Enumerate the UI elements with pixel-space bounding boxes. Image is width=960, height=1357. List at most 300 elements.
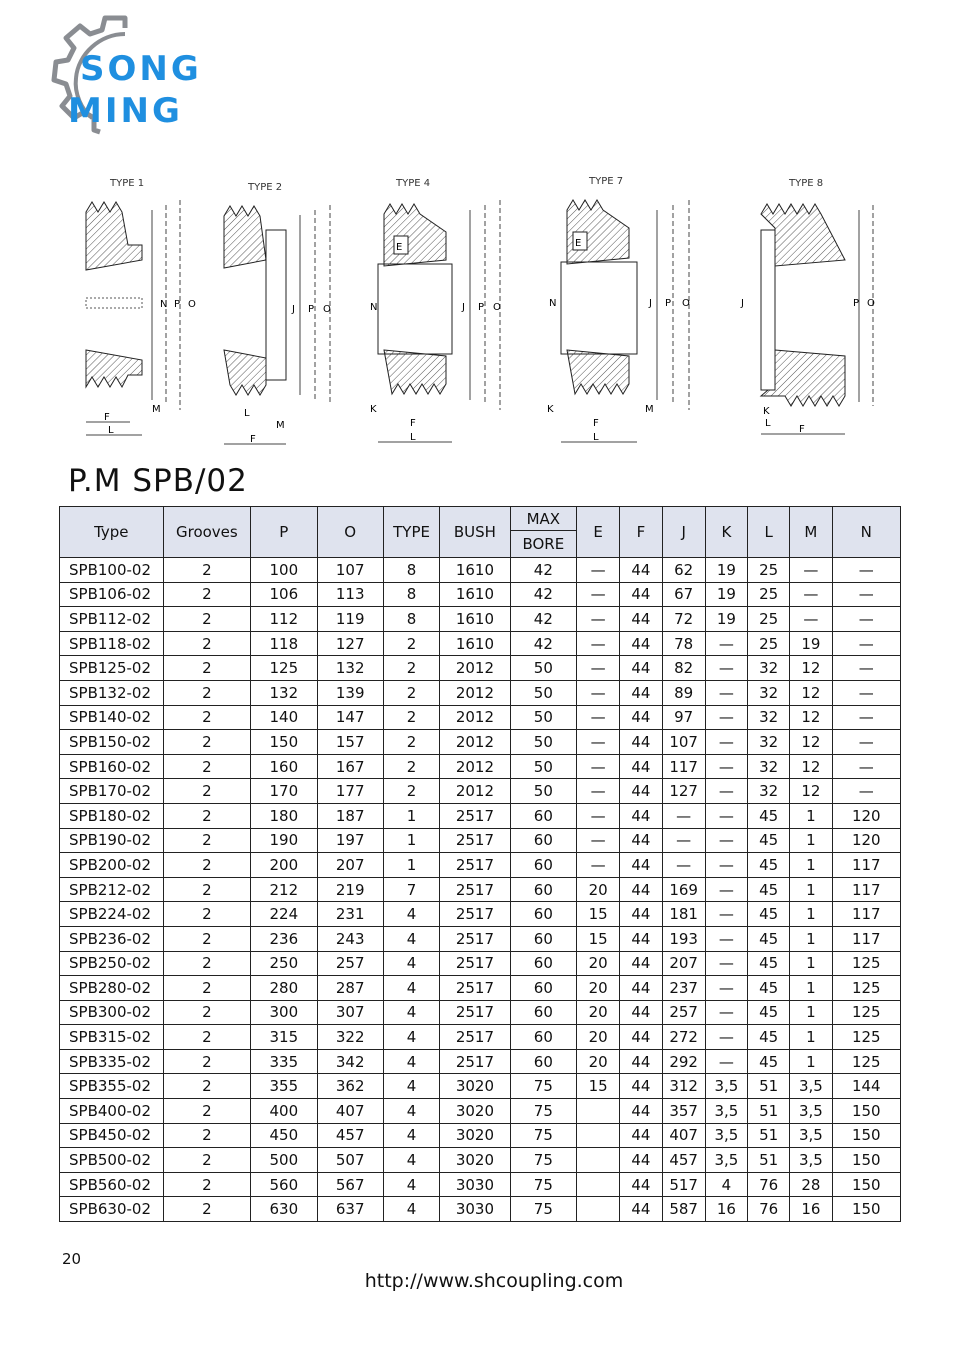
table-cell: — xyxy=(577,730,620,755)
table-cell: 44 xyxy=(620,803,662,828)
table-cell: 76 xyxy=(748,1197,790,1222)
table-cell: 3030 xyxy=(440,1197,510,1222)
table-cell: — xyxy=(705,680,747,705)
table-cell: 44 xyxy=(620,1197,662,1222)
table-cell: 150 xyxy=(832,1148,900,1173)
table-cell: SPB500-02 xyxy=(60,1148,164,1173)
table-cell: 2 xyxy=(163,926,251,951)
table-cell: — xyxy=(832,656,900,681)
footer-url-text[interactable]: http://www.shcoupling.com xyxy=(364,1270,624,1292)
table-cell: — xyxy=(705,926,747,951)
table-cell: 560 xyxy=(251,1172,317,1197)
table-cell: 4 xyxy=(383,1049,439,1074)
table-cell: — xyxy=(577,779,620,804)
table-cell: 2 xyxy=(163,1148,251,1173)
table-cell: — xyxy=(577,680,620,705)
table-cell: 2012 xyxy=(440,705,510,730)
table-cell: 19 xyxy=(705,582,747,607)
table-cell: — xyxy=(577,631,620,656)
table-cell: 1610 xyxy=(440,582,510,607)
table-row xyxy=(60,803,901,828)
table-cell: — xyxy=(705,705,747,730)
table-cell: 342 xyxy=(317,1049,383,1074)
table-cell: 2 xyxy=(163,976,251,1001)
table-cell: 50 xyxy=(510,705,576,730)
header-type: Type xyxy=(60,507,164,558)
pulley-diagrams xyxy=(70,170,900,450)
pulley-drawing xyxy=(220,170,350,450)
dim-label: N xyxy=(160,299,168,310)
table-cell: 231 xyxy=(317,902,383,927)
header-k: K xyxy=(705,507,747,558)
table-cell: 1 xyxy=(790,828,832,853)
dim-label: J xyxy=(292,304,295,315)
table-cell: 45 xyxy=(748,853,790,878)
logo-text-line2: MING xyxy=(68,91,183,131)
table-cell: 187 xyxy=(317,803,383,828)
dim-label: F xyxy=(250,434,256,445)
table-cell: 119 xyxy=(317,607,383,632)
table-row xyxy=(60,902,901,927)
table-cell: 127 xyxy=(317,631,383,656)
table-cell: 243 xyxy=(317,926,383,951)
table-cell: 8 xyxy=(383,582,439,607)
table-cell: 32 xyxy=(748,754,790,779)
table-cell: SPB280-02 xyxy=(60,976,164,1001)
table-cell: 32 xyxy=(748,779,790,804)
table-cell: 44 xyxy=(620,1049,662,1074)
table-cell: 2 xyxy=(163,705,251,730)
table-cell xyxy=(577,1123,620,1148)
header-l: L xyxy=(748,507,790,558)
table-row xyxy=(60,877,901,902)
table-cell: 167 xyxy=(317,754,383,779)
dim-label: P xyxy=(478,302,485,313)
table-cell: — xyxy=(832,558,900,583)
footer-url[interactable] xyxy=(0,1270,960,1292)
table-cell: 139 xyxy=(317,680,383,705)
table-cell: — xyxy=(832,607,900,632)
table-cell xyxy=(577,1172,620,1197)
table-cell: 15 xyxy=(577,926,620,951)
table-cell: SPB125-02 xyxy=(60,656,164,681)
table-cell: 132 xyxy=(317,656,383,681)
table-cell: 12 xyxy=(790,705,832,730)
dim-label: O xyxy=(867,298,875,309)
table-cell: 60 xyxy=(510,902,576,927)
table-cell: 44 xyxy=(620,853,662,878)
dim-label: E xyxy=(575,238,582,249)
table-cell: 4 xyxy=(383,951,439,976)
header-n: N xyxy=(832,507,900,558)
dim-label: L xyxy=(593,432,599,443)
table-cell: 150 xyxy=(832,1197,900,1222)
table-cell: — xyxy=(832,680,900,705)
table-cell: 8 xyxy=(383,607,439,632)
table-cell: 312 xyxy=(662,1074,705,1099)
table-cell: 132 xyxy=(251,680,317,705)
table-cell: 32 xyxy=(748,680,790,705)
table-cell: 292 xyxy=(662,1049,705,1074)
table-cell: 51 xyxy=(748,1148,790,1173)
table-cell: 2 xyxy=(383,779,439,804)
table-cell: 72 xyxy=(662,607,705,632)
company-logo xyxy=(30,14,220,144)
table-cell: — xyxy=(705,631,747,656)
dim-label: K xyxy=(763,406,770,417)
table-cell: 144 xyxy=(832,1074,900,1099)
table-cell: 2517 xyxy=(440,976,510,1001)
table-cell: — xyxy=(577,656,620,681)
table-row xyxy=(60,926,901,951)
table-cell: 44 xyxy=(620,1000,662,1025)
table-cell: 457 xyxy=(317,1123,383,1148)
table-cell: 1 xyxy=(790,877,832,902)
dim-label: O xyxy=(188,299,196,310)
table-cell: 107 xyxy=(317,558,383,583)
diagram-type-7 xyxy=(545,170,715,450)
table-row xyxy=(60,754,901,779)
diagram-type-label: TYPE 2 xyxy=(248,182,283,193)
diagram-type-label: TYPE 1 xyxy=(110,178,145,189)
dim-label: J xyxy=(649,298,652,309)
table-cell: SPB150-02 xyxy=(60,730,164,755)
spec-table-body xyxy=(60,558,901,1222)
table-cell: SPB560-02 xyxy=(60,1172,164,1197)
table-cell: 50 xyxy=(510,680,576,705)
dim-label: L xyxy=(244,408,250,419)
table-cell: 8 xyxy=(383,558,439,583)
table-cell: 78 xyxy=(662,631,705,656)
table-cell: 44 xyxy=(620,754,662,779)
table-cell: 2012 xyxy=(440,730,510,755)
table-cell: 45 xyxy=(748,803,790,828)
table-cell: 19 xyxy=(705,558,747,583)
table-cell: 2517 xyxy=(440,1025,510,1050)
table-cell: 12 xyxy=(790,656,832,681)
table-cell: 44 xyxy=(620,1148,662,1173)
table-cell: SPB450-02 xyxy=(60,1123,164,1148)
dim-label: M xyxy=(152,404,161,415)
table-cell: 25 xyxy=(748,607,790,632)
table-cell: 60 xyxy=(510,1025,576,1050)
table-cell: 250 xyxy=(251,951,317,976)
table-cell: 44 xyxy=(620,951,662,976)
table-cell: — xyxy=(577,803,620,828)
table-cell: 2 xyxy=(383,730,439,755)
table-cell: 567 xyxy=(317,1172,383,1197)
dim-label: P xyxy=(853,298,860,309)
page-number: 20 xyxy=(62,1250,82,1268)
table-cell: 2 xyxy=(163,656,251,681)
header-p: P xyxy=(251,507,317,558)
table-cell xyxy=(577,1099,620,1124)
table-cell: SPB212-02 xyxy=(60,877,164,902)
dim-label: F xyxy=(593,418,599,429)
table-cell: 60 xyxy=(510,976,576,1001)
table-cell: 2517 xyxy=(440,902,510,927)
table-cell: 60 xyxy=(510,1000,576,1025)
table-cell: 2 xyxy=(163,607,251,632)
table-cell: SPB630-02 xyxy=(60,1197,164,1222)
table-row xyxy=(60,779,901,804)
table-cell: 25 xyxy=(748,631,790,656)
table-cell: 127 xyxy=(662,779,705,804)
table-cell: — xyxy=(705,1049,747,1074)
table-cell: 120 xyxy=(832,803,900,828)
header-o: O xyxy=(317,507,383,558)
table-cell: 630 xyxy=(251,1197,317,1222)
table-cell: 44 xyxy=(620,1099,662,1124)
header-f: F xyxy=(620,507,662,558)
table-cell: SPB224-02 xyxy=(60,902,164,927)
table-cell: 150 xyxy=(251,730,317,755)
table-cell: 16 xyxy=(705,1197,747,1222)
table-cell: 107 xyxy=(662,730,705,755)
table-cell: 2012 xyxy=(440,656,510,681)
table-cell: 177 xyxy=(317,779,383,804)
table-cell: 44 xyxy=(620,1172,662,1197)
table-cell: 75 xyxy=(510,1197,576,1222)
page-title: P.M SPB/02 xyxy=(68,463,248,499)
table-row xyxy=(60,828,901,853)
table-cell: 212 xyxy=(251,877,317,902)
table-cell: SPB140-02 xyxy=(60,705,164,730)
table-cell: 3030 xyxy=(440,1172,510,1197)
dim-label: F xyxy=(104,412,110,423)
table-row xyxy=(60,582,901,607)
table-cell: 2012 xyxy=(440,779,510,804)
table-cell: 44 xyxy=(620,607,662,632)
table-cell: SPB100-02 xyxy=(60,558,164,583)
table-cell: SPB300-02 xyxy=(60,1000,164,1025)
table-cell: 207 xyxy=(662,951,705,976)
table-cell: 3,5 xyxy=(790,1099,832,1124)
table-cell: 75 xyxy=(510,1148,576,1173)
table-cell: 32 xyxy=(748,705,790,730)
table-cell: SPB355-02 xyxy=(60,1074,164,1099)
table-cell: 407 xyxy=(317,1099,383,1124)
diagram-type-label: TYPE 4 xyxy=(396,178,431,189)
table-cell: 197 xyxy=(317,828,383,853)
table-cell: 272 xyxy=(662,1025,705,1050)
table-cell: 15 xyxy=(577,1074,620,1099)
table-row xyxy=(60,1074,901,1099)
table-cell: 1 xyxy=(383,853,439,878)
diagram-type-4 xyxy=(370,170,520,450)
table-cell: 2517 xyxy=(440,828,510,853)
table-cell: 28 xyxy=(790,1172,832,1197)
table-cell: 287 xyxy=(317,976,383,1001)
table-cell: — xyxy=(577,582,620,607)
header-e: E xyxy=(577,507,620,558)
table-cell: 3020 xyxy=(440,1099,510,1124)
table-cell: 2 xyxy=(163,951,251,976)
table-cell: 44 xyxy=(620,558,662,583)
table-cell: 160 xyxy=(251,754,317,779)
table-cell: 2 xyxy=(163,853,251,878)
table-cell: 4 xyxy=(383,1172,439,1197)
table-cell: 2 xyxy=(163,582,251,607)
table-cell: SPB180-02 xyxy=(60,803,164,828)
table-cell: 180 xyxy=(251,803,317,828)
dim-label: M xyxy=(276,420,285,431)
dim-label: J xyxy=(741,298,744,309)
table-cell: 125 xyxy=(832,1049,900,1074)
table-cell: 4 xyxy=(383,1000,439,1025)
table-cell: — xyxy=(790,558,832,583)
table-cell: 45 xyxy=(748,926,790,951)
table-cell: — xyxy=(662,853,705,878)
table-cell: 2517 xyxy=(440,951,510,976)
table-cell: 4 xyxy=(383,926,439,951)
table-cell: 150 xyxy=(832,1123,900,1148)
table-cell: 219 xyxy=(317,877,383,902)
table-cell: 60 xyxy=(510,1049,576,1074)
table-cell: 117 xyxy=(832,926,900,951)
table-cell: — xyxy=(577,754,620,779)
dim-label: K xyxy=(547,404,554,415)
table-cell: 44 xyxy=(620,631,662,656)
header-m: M xyxy=(790,507,832,558)
table-row xyxy=(60,730,901,755)
table-cell: 2012 xyxy=(440,754,510,779)
table-cell: 3020 xyxy=(440,1074,510,1099)
table-cell: 2 xyxy=(383,631,439,656)
table-cell: 118 xyxy=(251,631,317,656)
table-cell: SPB170-02 xyxy=(60,779,164,804)
table-cell: 4 xyxy=(383,1025,439,1050)
table-cell: 44 xyxy=(620,730,662,755)
table-cell: 1 xyxy=(790,1025,832,1050)
table-cell: 12 xyxy=(790,730,832,755)
table-cell: 322 xyxy=(317,1025,383,1050)
table-cell: — xyxy=(577,607,620,632)
table-cell: 2 xyxy=(163,1099,251,1124)
table-cell: 20 xyxy=(577,951,620,976)
table-cell: 400 xyxy=(251,1099,317,1124)
table-cell: 12 xyxy=(790,779,832,804)
dim-label: F xyxy=(410,418,416,429)
table-cell: 82 xyxy=(662,656,705,681)
table-cell: 1 xyxy=(790,902,832,927)
dim-label: O xyxy=(493,302,501,313)
table-cell: 2517 xyxy=(440,926,510,951)
table-cell: — xyxy=(705,976,747,1001)
table-row xyxy=(60,1123,901,1148)
table-cell: SPB400-02 xyxy=(60,1099,164,1124)
table-row xyxy=(60,656,901,681)
table-cell: 44 xyxy=(620,656,662,681)
table-cell: — xyxy=(577,705,620,730)
table-row xyxy=(60,1025,901,1050)
table-cell: 3,5 xyxy=(790,1074,832,1099)
table-cell: 97 xyxy=(662,705,705,730)
table-cell: 2 xyxy=(383,754,439,779)
diagram-type-label: TYPE 7 xyxy=(589,176,624,187)
table-row xyxy=(60,1148,901,1173)
table-cell: 2 xyxy=(163,828,251,853)
table-cell: 45 xyxy=(748,877,790,902)
table-cell: — xyxy=(705,853,747,878)
table-cell: 44 xyxy=(620,976,662,1001)
table-cell: 170 xyxy=(251,779,317,804)
table-cell: 1 xyxy=(790,951,832,976)
table-cell: 75 xyxy=(510,1172,576,1197)
table-cell: 1610 xyxy=(440,607,510,632)
table-cell: 120 xyxy=(832,828,900,853)
dim-label: L xyxy=(108,425,114,436)
table-cell: 2 xyxy=(163,680,251,705)
table-cell: 44 xyxy=(620,705,662,730)
table-cell: — xyxy=(705,902,747,927)
table-cell: — xyxy=(790,607,832,632)
table-cell: 75 xyxy=(510,1099,576,1124)
table-cell: — xyxy=(832,779,900,804)
dim-label: P xyxy=(308,304,315,315)
table-row xyxy=(60,951,901,976)
table-cell: 1 xyxy=(790,926,832,951)
dim-label: P xyxy=(665,298,672,309)
diagram-type-label: TYPE 8 xyxy=(789,178,824,189)
table-cell: SPB315-02 xyxy=(60,1025,164,1050)
table-cell: 44 xyxy=(620,926,662,951)
table-row xyxy=(60,853,901,878)
pulley-drawing xyxy=(735,170,895,450)
table-row xyxy=(60,1172,901,1197)
table-cell: SPB200-02 xyxy=(60,853,164,878)
table-cell: 1 xyxy=(383,828,439,853)
dim-label: M xyxy=(645,404,654,415)
table-cell: 44 xyxy=(620,680,662,705)
table-cell: 157 xyxy=(317,730,383,755)
table-cell: — xyxy=(662,803,705,828)
table-cell: 125 xyxy=(832,1025,900,1050)
table-cell: 32 xyxy=(748,730,790,755)
table-cell: SPB112-02 xyxy=(60,607,164,632)
table-cell: — xyxy=(662,828,705,853)
table-cell: 20 xyxy=(577,877,620,902)
table-cell: 150 xyxy=(832,1099,900,1124)
table-cell: 169 xyxy=(662,877,705,902)
header-bush: BUSH xyxy=(440,507,510,558)
table-cell: — xyxy=(705,779,747,804)
table-cell: 2 xyxy=(163,1000,251,1025)
table-cell: 637 xyxy=(317,1197,383,1222)
table-cell: 2 xyxy=(163,803,251,828)
table-cell: 15 xyxy=(577,902,620,927)
dim-label: O xyxy=(682,298,690,309)
table-cell: 207 xyxy=(317,853,383,878)
table-cell: 20 xyxy=(577,976,620,1001)
table-cell: 25 xyxy=(748,582,790,607)
table-cell: 362 xyxy=(317,1074,383,1099)
table-cell: 100 xyxy=(251,558,317,583)
table-cell: — xyxy=(705,1000,747,1025)
table-cell: 60 xyxy=(510,926,576,951)
table-cell: 44 xyxy=(620,1025,662,1050)
table-cell: 44 xyxy=(620,902,662,927)
table-row xyxy=(60,631,901,656)
table-cell: 4 xyxy=(383,1148,439,1173)
table-cell: 117 xyxy=(662,754,705,779)
table-cell: 2 xyxy=(163,1049,251,1074)
table-cell: 51 xyxy=(748,1074,790,1099)
table-cell: — xyxy=(705,656,747,681)
table-cell: 300 xyxy=(251,1000,317,1025)
table-cell: 2517 xyxy=(440,853,510,878)
table-cell: 2 xyxy=(163,1123,251,1148)
